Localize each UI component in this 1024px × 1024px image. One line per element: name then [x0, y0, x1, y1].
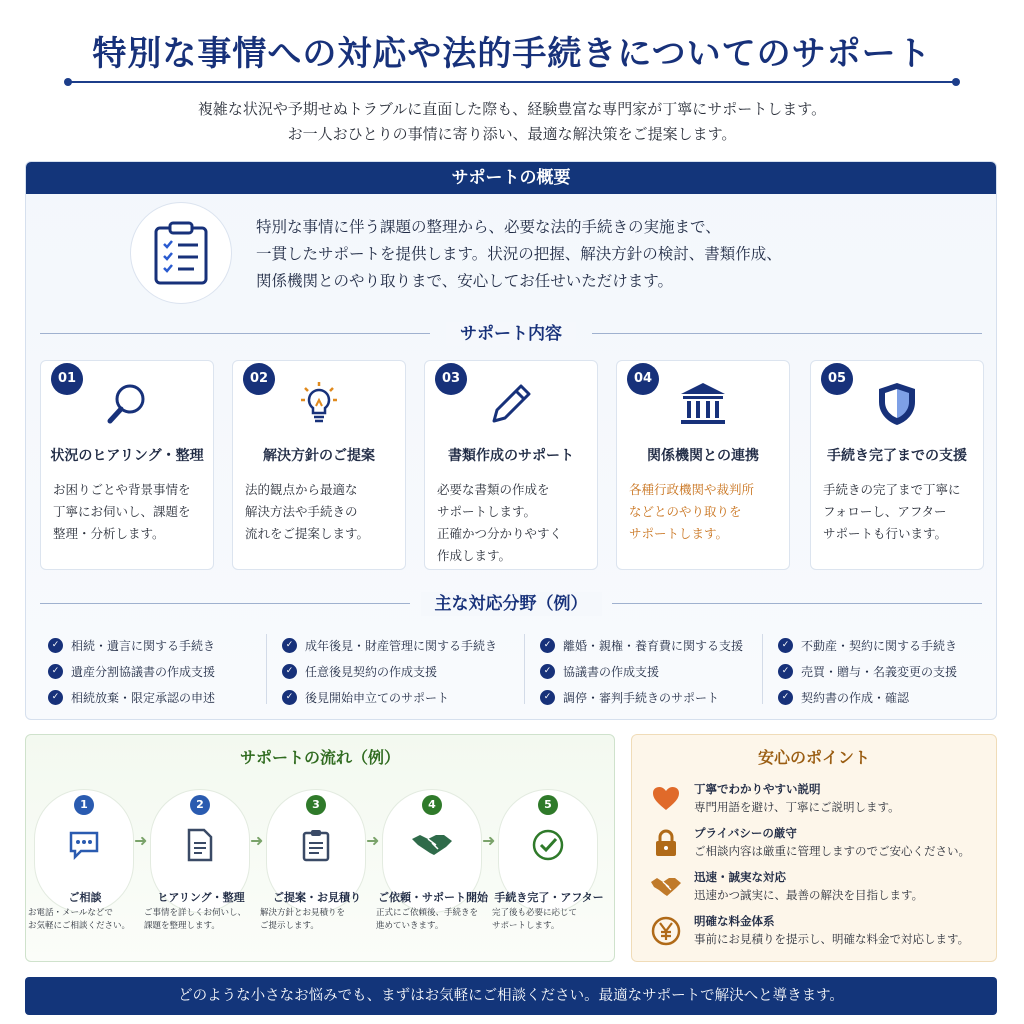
point-title: 丁寧でわかりやすい説明 — [694, 782, 821, 796]
flow-step-2 — [144, 781, 260, 961]
list-item: ✓ 後見開始申立てのサポート — [282, 684, 512, 710]
card-number: 04 — [627, 363, 659, 395]
check-icon: ✓ — [48, 638, 63, 653]
point-item — [648, 911, 988, 951]
point-item — [648, 867, 988, 907]
title-divider — [68, 81, 956, 83]
handshake-icon — [649, 875, 683, 899]
card-title: 書類作成のサポート — [448, 448, 574, 464]
list-item: ✓ 不動産・契約に関する手続き — [778, 632, 997, 658]
overview-icon-circle — [130, 202, 232, 304]
points-heading: 安心のポイント — [757, 748, 870, 767]
point-desc: 迅速かつ誠実に、最善の解決を目指します。 — [694, 888, 924, 902]
arrow-right-icon: ➜ — [134, 831, 148, 850]
areas-title — [40, 592, 982, 616]
flow-step-4 — [376, 781, 492, 961]
card-title: 状況のヒアリング・整理 — [50, 448, 204, 464]
points-panel — [631, 734, 997, 962]
check-icon: ✓ — [282, 690, 297, 705]
flow-step-5 — [492, 781, 608, 961]
step-title: ご相談 — [68, 891, 102, 904]
list-item: ✓ 遺産分割協議書の作成支援 — [48, 658, 278, 684]
step-desc: 解決方針とお見積りを ご提示します。 — [260, 908, 346, 931]
point-desc: 事前にお見積りを提示し、明確な料金で対応します。 — [694, 932, 970, 946]
service-card-1 — [40, 360, 214, 570]
step-title: ご依頼・サポート開始 — [378, 891, 488, 904]
overview-text: 特別な事情に伴う課題の整理から、必要な法的手続きの実施まで、 一貫したサポートを提供します。状況の把握、解決方針の検討、書類作成、 関係機関とのやり取りまで、安心してお任せいただけます。 — [256, 218, 782, 290]
services-heading: サポート内容 — [446, 322, 576, 346]
clipboard-icon — [301, 828, 331, 862]
service-card-4 — [616, 360, 790, 570]
clipboard-checklist-icon — [152, 220, 210, 286]
card-title: 手続き完了までの支援 — [827, 448, 967, 464]
check-icon: ✓ — [778, 664, 793, 679]
list-item: ✓ 相続・遺言に関する手続き — [48, 632, 278, 658]
service-card-5 — [810, 360, 984, 570]
step-number: 4 — [422, 795, 442, 815]
column-divider — [266, 634, 267, 704]
flow-step-3 — [260, 781, 376, 961]
card-title: 関係機関との連携 — [647, 448, 759, 464]
flow-panel — [25, 734, 615, 962]
list-item: ✓ 任意後見契約の作成支援 — [282, 658, 512, 684]
check-icon: ✓ — [778, 638, 793, 653]
check-icon: ✓ — [48, 664, 63, 679]
point-title: 明確な料金体系 — [694, 914, 775, 928]
card-number: 05 — [821, 363, 853, 395]
check-icon: ✓ — [540, 638, 555, 653]
check-icon: ✓ — [540, 664, 555, 679]
card-desc: お困りごとや背景事情を 丁寧にお伺いし、課題を 整理・分析します。 — [53, 482, 191, 541]
list-item: ✓ 成年後見・財産管理に関する手続き — [282, 632, 512, 658]
card-number: 02 — [243, 363, 275, 395]
services-cards — [40, 360, 984, 572]
step-title: 手続き完了・アフター — [494, 891, 604, 904]
card-desc: 必要な書類の作成を サポートします。 正確かつ分かりやすく 作成します。 — [437, 482, 563, 563]
lock-icon — [654, 828, 678, 858]
lead-line: 複雑な状況や予期せぬトラブルに直面した際も、経験豊富な専門家が丁寧にサポートします。 — [197, 100, 827, 118]
card-desc: 法的観点から最適な 解決方法や手続きの 流れをご提案します。 — [245, 482, 370, 541]
point-desc: 専門用語を避け、丁寧にご説明します。 — [694, 800, 900, 814]
list-item: ✓ 協議書の作成支援 — [540, 658, 770, 684]
step-number: 3 — [306, 795, 326, 815]
column-divider — [762, 634, 763, 704]
arrow-right-icon: ➜ — [366, 831, 380, 850]
service-card-2 — [232, 360, 406, 570]
services-title — [40, 322, 982, 346]
overview-heading: サポートの概要 — [26, 162, 996, 194]
list-item: ✓ 契約書の作成・確認 — [778, 684, 997, 710]
point-item — [648, 823, 988, 863]
step-title: ヒアリング・整理 — [157, 891, 245, 904]
government-building-icon — [677, 380, 729, 428]
overview-section — [40, 202, 982, 302]
lead-line: お一人おひとりの事情に寄り添い、最適な解決策をご提案します。 — [287, 125, 737, 143]
column-divider — [524, 634, 525, 704]
step-number: 2 — [190, 795, 210, 815]
arrow-right-icon: ➜ — [482, 831, 496, 850]
heart-icon — [652, 786, 680, 812]
step-desc: お電話・メールなどで お気軽にご相談ください。 — [28, 908, 131, 931]
document-icon — [186, 828, 214, 862]
areas-column-4 — [778, 632, 997, 710]
flow-step-1 — [28, 781, 144, 961]
flow-heading: サポートの流れ（例） — [239, 748, 400, 767]
areas-list — [40, 632, 984, 712]
lightbulb-icon — [295, 380, 343, 428]
list-item: ✓ 相続放棄・限定承認の申述 — [48, 684, 278, 710]
card-desc: 各種行政機関や裁判所 などとのやり取りを サポートします。 — [629, 482, 755, 541]
check-circle-icon — [531, 828, 565, 862]
pencil-icon — [487, 380, 535, 428]
card-number: 03 — [435, 363, 467, 395]
areas-column-3 — [540, 632, 770, 710]
magnifier-icon — [103, 380, 151, 428]
arrow-right-icon: ➜ — [250, 831, 264, 850]
page-title: 特別な事情への対応や法的手続きについてのサポート — [92, 34, 932, 74]
card-desc: 手続きの完了まで丁寧に フォローし、アフター サポートも行います。 — [823, 482, 961, 541]
list-item: ✓ 離婚・親権・養育費に関する支援 — [540, 632, 770, 658]
step-desc: 完了後も必要に応じて サポートします。 — [492, 908, 578, 931]
point-desc: ご相談内容は厳重に管理しますのでご安心ください。 — [694, 844, 970, 858]
step-number: 5 — [538, 795, 558, 815]
step-title: ご提案・お見積り — [273, 891, 361, 904]
list-item: ✓ 売買・贈与・名義変更の支援 — [778, 658, 997, 684]
step-desc: 正式にご依頼後、手続きを 進めていきます。 — [376, 908, 479, 931]
point-title: 迅速・誠実な対応 — [694, 870, 786, 884]
step-desc: ご事情を詳しくお伺いし、 課題を整理します。 — [144, 908, 247, 931]
card-title: 解決方針のご提案 — [263, 448, 375, 464]
shield-icon — [875, 380, 919, 428]
check-icon: ✓ — [282, 638, 297, 653]
list-item: ✓ 調停・審判手続きのサポート — [540, 684, 770, 710]
card-number: 01 — [51, 363, 83, 395]
areas-column-1 — [48, 632, 278, 710]
lead-text — [0, 97, 1024, 147]
chat-bubble-icon — [67, 830, 101, 860]
point-title: プライバシーの厳守 — [694, 826, 797, 840]
check-icon: ✓ — [48, 690, 63, 705]
areas-column-2 — [282, 632, 512, 710]
footer-banner: どのような小さなお悩みでも、まずはお気軽にご相談ください。最適なサポートで解決へと導きます。 — [25, 977, 997, 1015]
check-icon: ✓ — [282, 664, 297, 679]
yen-icon — [651, 916, 681, 946]
step-number: 1 — [74, 795, 94, 815]
handshake-icon — [410, 831, 454, 859]
areas-heading: 主な対応分野（例） — [421, 592, 602, 616]
check-icon: ✓ — [778, 690, 793, 705]
service-card-3 — [424, 360, 598, 570]
support-panel — [25, 161, 997, 720]
point-item — [648, 779, 988, 819]
check-icon: ✓ — [540, 690, 555, 705]
